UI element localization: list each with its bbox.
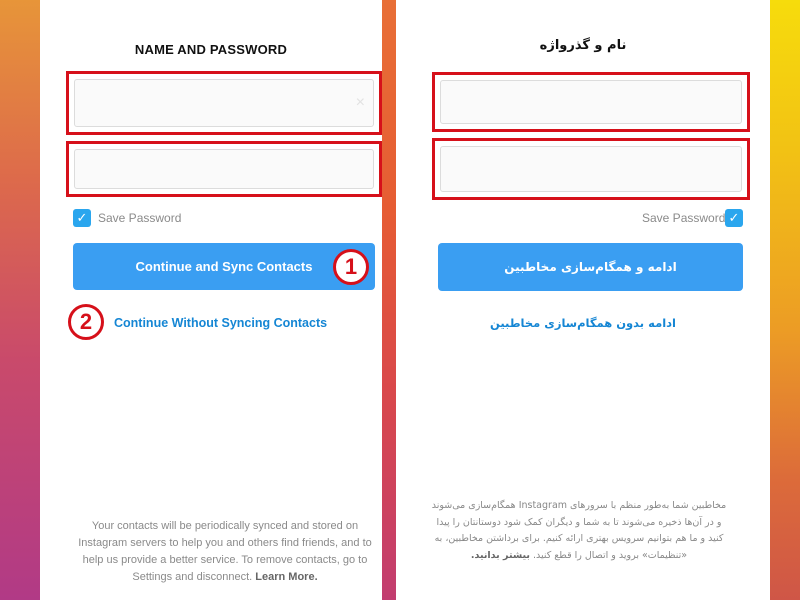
learn-more-link[interactable]: Learn More. [255, 571, 318, 583]
page-title-persian: نام و گذرواژه [539, 38, 627, 53]
save-password-checkbox[interactable]: ✓ [73, 209, 91, 227]
background-right-gradient [770, 0, 800, 600]
background-middle-gradient [382, 0, 396, 600]
password-input-persian[interactable] [441, 147, 741, 191]
contacts-sync-disclaimer [70, 518, 380, 586]
username-highlight-box [66, 71, 382, 135]
continue-without-syncing-link[interactable]: Continue Without Syncing Contacts [114, 316, 328, 330]
annotation-badge-2: 2 [68, 304, 104, 340]
persian-login-panel [396, 0, 770, 600]
learn-more-link-persian[interactable]: بیشتر بدانید. [470, 549, 530, 561]
clear-icon[interactable]: × [355, 94, 365, 111]
password-field-container [74, 149, 374, 189]
continue-and-sync-button[interactable]: Continue and Sync Contacts [73, 243, 375, 290]
password-field-container-persian [440, 146, 742, 192]
save-password-label: Save Password [98, 211, 182, 225]
disclaimer-text-persian: مخاطبین شما به‌طور منظم با سرورهای Instagram همگام‌سازی می‌شوند و در آن‌ها ذخیره می‌شوند تا به شما و دیگران کمک شود دوستانتان را پیدا کنید و ما هم بتوانیم سرویس بهتری ارائه کنیم. برای برداشتن مخاطبین، به «تنظیمات» بروید و اتصال را قطع کنید. [431, 500, 727, 561]
save-password-label-persian: Save Password [642, 211, 726, 225]
username-field-container [74, 79, 374, 127]
password-highlight-box-persian [432, 138, 750, 200]
username-input-persian[interactable] [441, 81, 741, 123]
continue-and-sync-button-persian[interactable]: ادامه و همگام‌سازی مخاطبین [438, 243, 743, 291]
continue-without-syncing-link-persian[interactable]: ادامه بدون همگام‌سازی مخاطبین [489, 316, 677, 330]
username-field-container-persian [440, 80, 742, 124]
password-highlight-box [66, 141, 382, 197]
english-login-panel [40, 0, 382, 600]
save-password-checkbox-persian[interactable]: ✓ [725, 209, 743, 227]
annotation-badge-1: 1 [333, 249, 369, 285]
username-input[interactable] [75, 80, 373, 126]
contacts-sync-disclaimer-persian [428, 498, 730, 564]
disclaimer-text: Your contacts will be periodically synced and stored on Instagram servers to help you and others find friends, and to help us provide a better service. To remove contacts, go to Settings and disconnect. [78, 520, 372, 583]
background-left-gradient [0, 0, 40, 600]
username-highlight-box-persian [432, 72, 750, 132]
password-input[interactable] [75, 150, 373, 188]
page-title: NAME AND PASSWORD [134, 42, 288, 57]
